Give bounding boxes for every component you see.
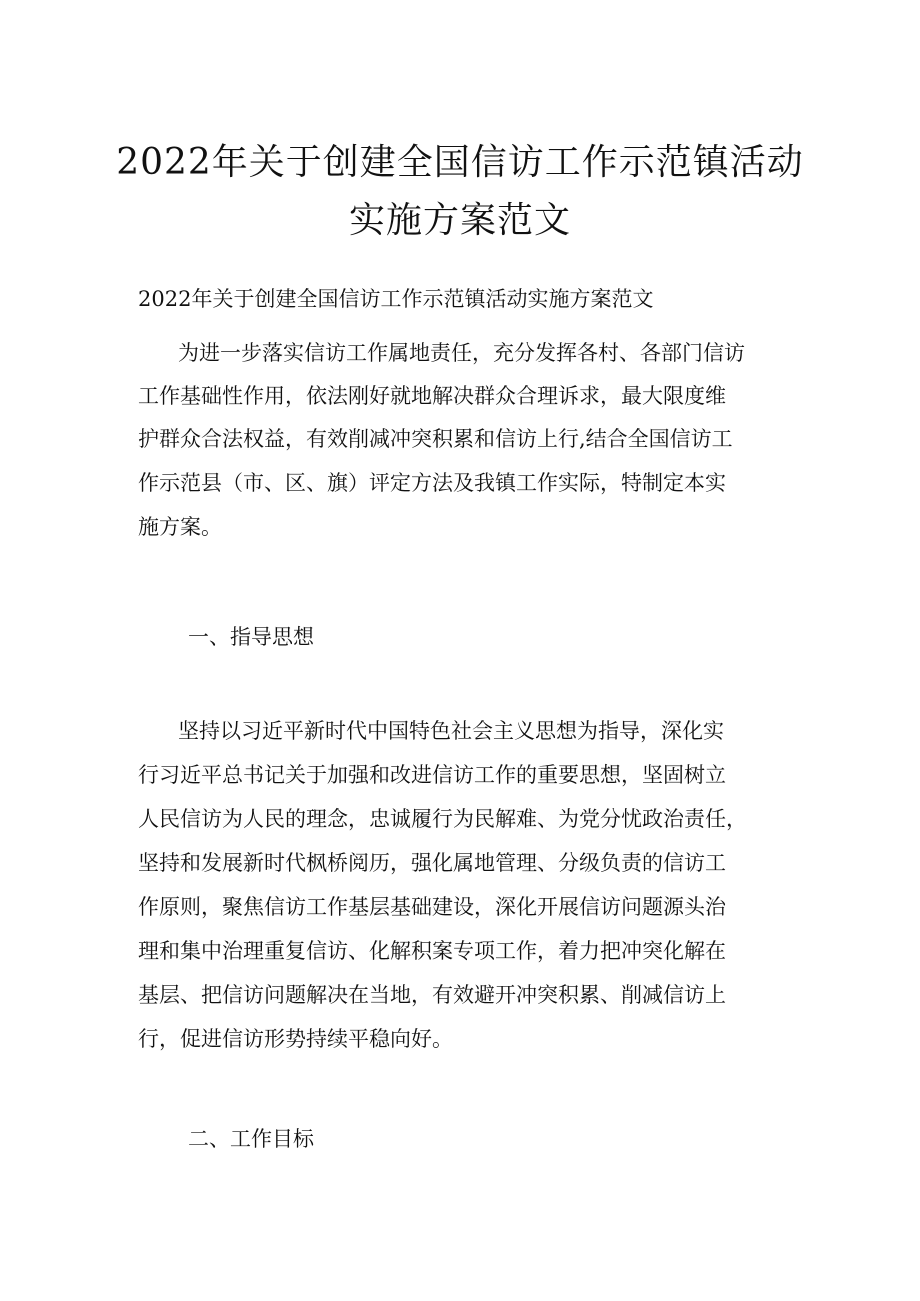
section1-paragraph-line: 作原则，聚焦信访工作基层基础建设，深化开展信访问题源头治 [138, 895, 726, 919]
section-heading-guiding-ideology: 一、指导思想 [188, 625, 314, 649]
section1-paragraph-line: 基层、把信访问题解决在当地，有效避开冲突积累、削减信访上 [138, 983, 726, 1007]
document-title-line-1: 2022年关于创建全国信访工作示范镇活动 [116, 142, 804, 183]
intro-paragraph-line: 为进一步落实信访工作属地责任，充分发挥各村、各部门信访 [178, 341, 745, 365]
section1-paragraph-line: 理和集中治理重复信访、化解积案专项工作，着力把冲突化解在 [138, 939, 726, 963]
section1-paragraph-line: 行，促进信访形势持续平稳向好。 [138, 1027, 453, 1051]
section1-paragraph-line: 人民信访为人民的理念，忠诚履行为民解难、为党分忧政治责任， [138, 807, 747, 831]
intro-paragraph-line: 护群众合法权益，有效削减冲突积累和信访上行,结合全国信访工 [138, 427, 733, 451]
section-heading-work-goals: 二、工作目标 [188, 1127, 314, 1151]
document-subtitle: 2022年关于创建全国信访工作示范镇活动实施方案范文 [138, 287, 654, 311]
intro-paragraph-line: 作示范县（市、区、旗）评定方法及我镇工作实际，特制定本实 [138, 471, 726, 495]
document-title-line-2: 实施方案范文 [348, 200, 571, 241]
section1-paragraph-line: 行习近平总书记关于加强和改进信访工作的重要思想，坚固树立 [138, 763, 726, 787]
intro-paragraph-line: 施方案。 [138, 515, 222, 539]
section1-paragraph-line: 坚持和发展新时代枫桥阅历，强化属地管理、分级负责的信访工 [138, 851, 726, 875]
intro-paragraph-line: 工作基础性作用，依法刚好就地解决群众合理诉求，最大限度维 [138, 384, 726, 408]
section1-paragraph-line: 坚持以习近平新时代中国特色社会主义思想为指导，深化实 [178, 719, 724, 743]
